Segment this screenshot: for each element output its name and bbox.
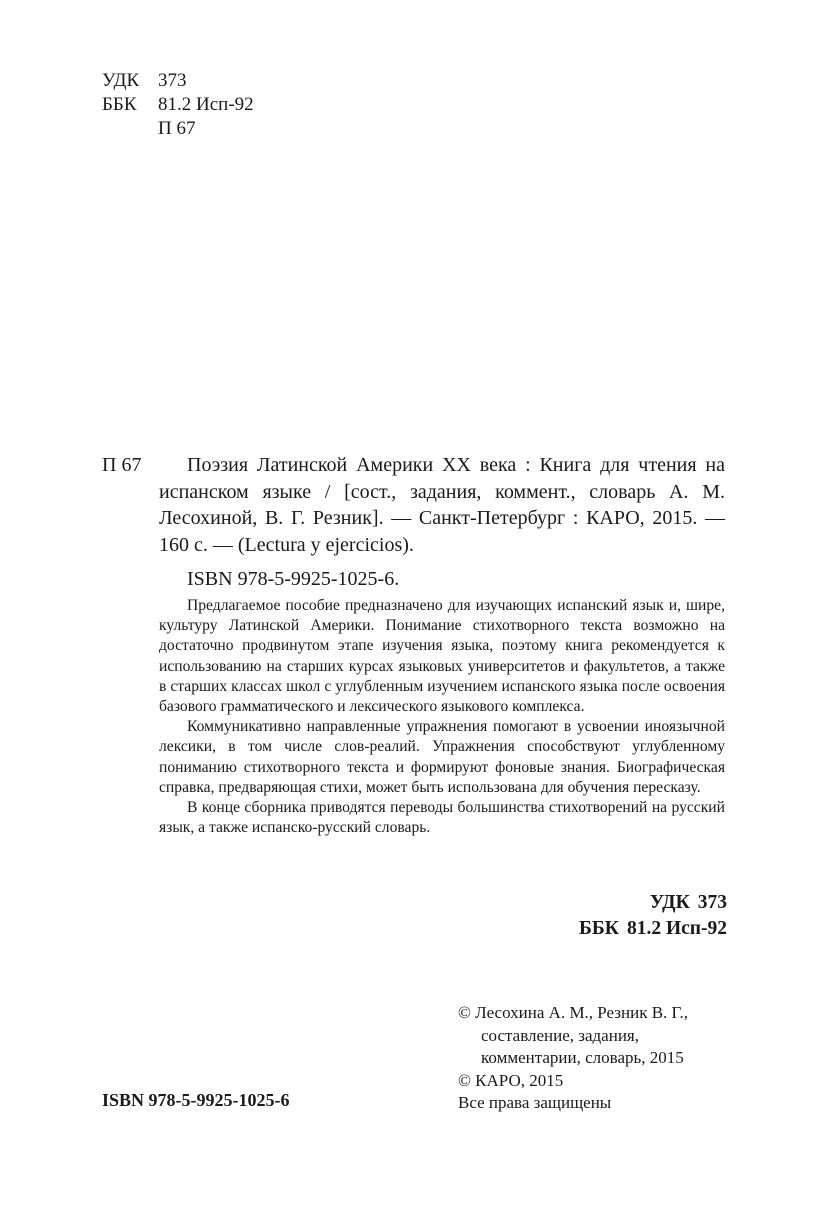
bbk-row [102,94,254,116]
copyright-line: © КАРО, 2015 [458,1070,564,1090]
bold-udk-label: УДК [649,892,690,913]
udk-label: УДК [102,70,140,91]
author-mark-row [102,118,195,140]
annotation-paragraph: В конце сборника приводятся переводы большинства стихотворений на русский язык, а также испанско-русский словарь. [159,799,725,837]
bold-udk-value: 373 [697,892,727,913]
author-mark: П 67 [158,118,196,139]
copyright-line: © Лесохина А. М., Резник В. Г., [458,1003,688,1022]
annotation-paragraph: Предлагаемое пособие предназначено для изучающих испанский язык и, шире, культуру Латинской Америки. Понимание стихотворного текста возможно на достаточно продвинутом этапе изучения языка, поэтому книга рекомендуется к использованию на старших курсах языковых университетов и факультетов, а также в старших классах школ с углубленным изучением испанского языка после освоения базового грамматического и лексического языкового комплекса. [159,597,725,716]
bbk-value: 81.2 Исп-92 [158,94,254,115]
bbk-label: ББК [102,94,137,115]
rights-reserved: Все права защищены [458,1093,612,1112]
annotation [159,596,725,838]
isbn-bold: ISBN 978-5-9925-1025-6 [102,1090,290,1110]
copyright-block [458,1002,688,1115]
annotation-paragraph: Коммуникативно направленные упражнения помогают в усвоении иноязычной лексики, в том числе слов-реалий. Упражнения способствуют углубленному пониманию стихотворного текста и формируют фоновые знания. Биографическая справка, предваряющая стихи, может быть использована для обучения пересказу. [159,718,725,796]
bold-bbk-label: ББК [579,918,619,939]
bold-bbk-value: 81.2 Исп-92 [626,918,727,939]
udk-value: 373 [158,70,187,91]
bold-bbk-row [579,916,727,942]
bold-classification [579,890,727,942]
copyright-line: комментарии, словарь, 2015 [481,1048,684,1067]
bibliographic-description: Поэзия Латинской Америки XX века : Книга для чтения на испанском языке / [сост., задания, коммент., словарь А. М. Лесохиной, В. Г. Резник]. — Санкт-Петербург : КАРО, 2015. — 160 с. — (Lectura y ejercicios). [159,454,725,556]
copyright-line: составление, задания, [481,1025,639,1045]
udk-row [102,70,187,92]
bibliographic-isbn: ISBN 978-5-9925-1025-6. [187,568,400,590]
bibliographic-code: П 67 [102,454,142,476]
bold-udk-row [579,890,727,916]
